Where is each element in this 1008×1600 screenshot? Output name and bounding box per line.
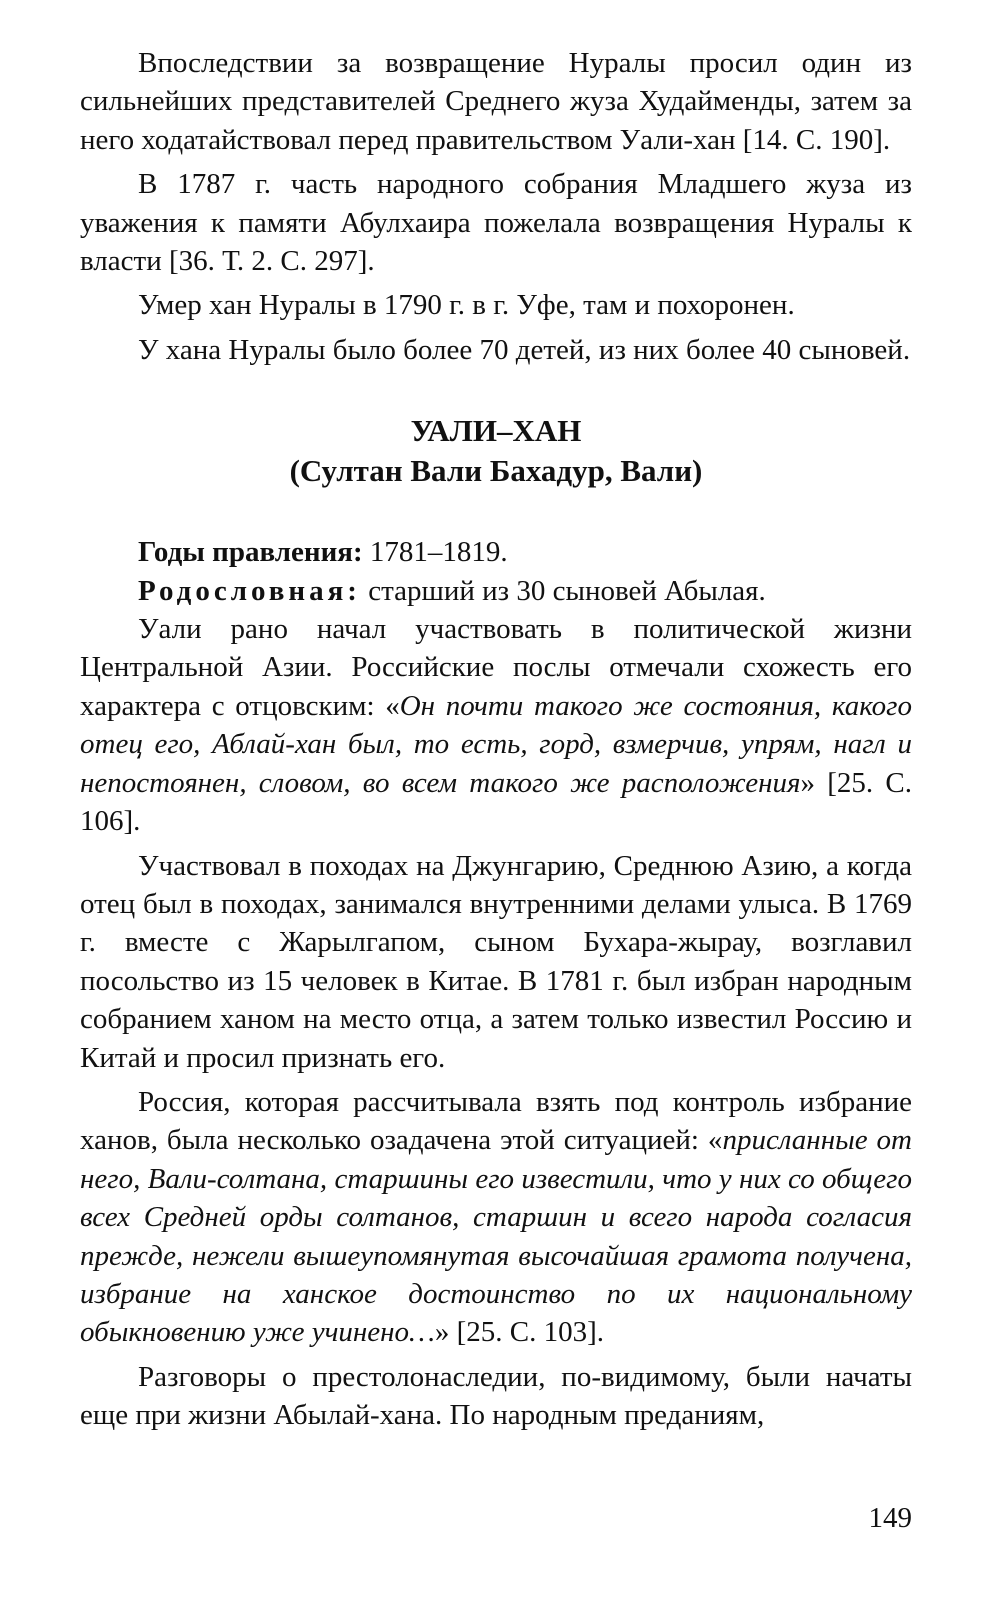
russia-text-after: » [25. С. 103]. [434, 1316, 605, 1349]
reign-value: 1781–1819. [362, 536, 508, 569]
uali-text-before: Уали рано начал участвовать в политической жизни Центральной Азии. Российские послы отмечали схожесть его характера с отцовским: « [80, 613, 912, 722]
page-number: 149 [868, 1502, 912, 1534]
paragraph-campaigns: Участвовал в походах на Джунгарию, Среднюю Азию, а когда отец был в походах, занимался внутренними делами улыса. В 1769 г. вместе с Жарылгапом, сыном Бухара-жырау, возглавил посольство из 15 человек в Китае. В 1781 г. был избран народным собранием ханом на место отца, а затем только известил Россию и Китай и просил признать его. [80, 849, 912, 1074]
paragraph-nuraly-return: Впоследствии за возвращение Нуралы просил один из сильнейших представителей Среднего жуза Худайменды, затем за него ходатайствовал перед правительством Уали-хан [14. С. 190]. [80, 47, 912, 156]
uali-quote: Он почти такого же состояния, какого отец его, Аблай-хан был, то есть, горд, взмерчив, упрям, нагл и непостоянен, словом, во всем такого же расположения [80, 689, 912, 799]
reign-line [80, 533, 912, 571]
section-subtitle: (Султан Вали Бахадур, Вали) [289, 453, 703, 489]
uali-text-after: » [25. С. 106]. [80, 766, 912, 838]
paragraph-assembly-1787: В 1787 г. часть народного собрания Младшего жуза из уважения к памяти Абулхаира пожелала возвращения Нуралы к власти [36. Т. 2. С. 297]. [80, 168, 912, 278]
lineage-line [80, 572, 912, 610]
section-title: УАЛИ–ХАН [410, 413, 582, 449]
reign-label: Годы правления: [138, 536, 363, 569]
lineage-value: старший из 30 сыновей Абылая. [360, 574, 766, 607]
lineage-label: Родословная: [138, 574, 361, 607]
page-text [80, 44, 912, 1435]
paragraph-nuraly-death: Умер хан Нуралы в 1790 г. в г. Уфе, там и похоронен. [138, 289, 795, 322]
paragraph-russia-reaction [80, 1083, 912, 1352]
russia-quote: присланные от него, Вали-солтана, старшины его известили, что у них со общего всех Средней орды солтанов, старшин и всего народа согласия прежде, нежели вышеупомянутая высочайшая грамота получена, избрание на ханское достоинство по их национальному обыкновению уже учинено… [80, 1124, 913, 1349]
paragraph-uali-character [80, 610, 912, 840]
paragraph-nuraly-children: У хана Нуралы было более 70 детей, из них более 40 сыновей. [138, 333, 911, 366]
russia-text-before: Россия, которая рассчитывала взять под контроль избрание ханов, была несколько озадачена этой ситуацией: « [80, 1085, 912, 1157]
paragraph-succession: Разговоры о престолонаследии, по-видимому, были начаты еще при жизни Абылай-хана. По народным преданиям, [80, 1360, 912, 1432]
